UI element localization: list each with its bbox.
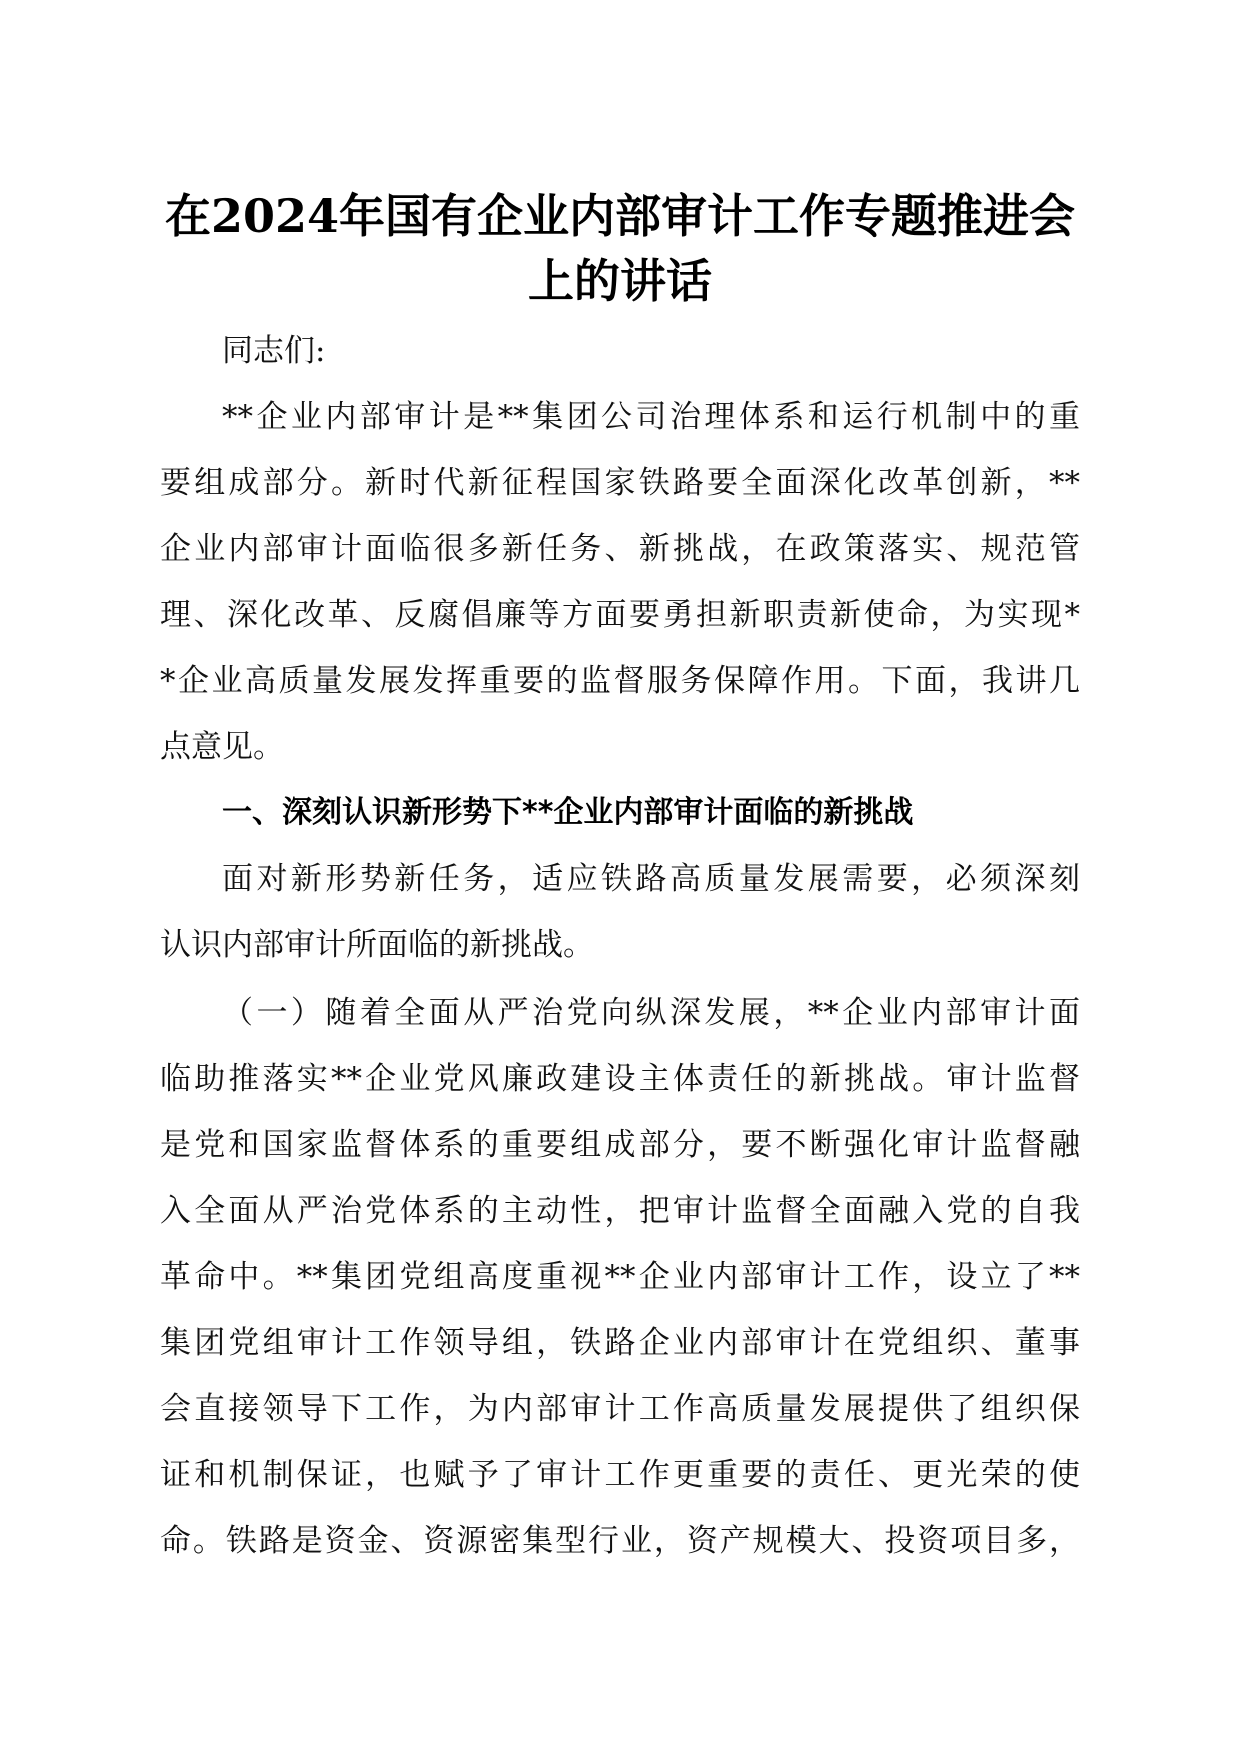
paragraph-1-line-4: 理、深化改革、反腐倡廉等方面要勇担新职责新使命，为实现* (160, 597, 1080, 633)
section-1-heading: 一、深刻认识新形势下**企业内部审计面临的新挑战 (222, 795, 914, 830)
paragraph-3-line-3: 是党和国家监督体系的重要组成部分，要不断强化审计监督融 (160, 1127, 1080, 1163)
paragraph-1-line-1: **企业内部审计是**集团公司治理体系和运行机制中的重 (222, 399, 1080, 435)
paragraph-3-line-6: 集团党组审计工作领导组，铁路企业内部审计在党组织、董事 (160, 1325, 1080, 1361)
salutation: 同志们: (222, 333, 326, 369)
paragraph-3-line-8: 证和机制保证，也赋予了审计工作更重要的责任、更光荣的使 (160, 1457, 1080, 1493)
paragraph-2-line-1: 面对新形势新任务，适应铁路高质量发展需要，必须深刻 (222, 861, 1080, 897)
paragraph-1-line-6: 点意见。 (160, 729, 284, 765)
paragraph-2-line-2: 认识内部审计所面临的新挑战。 (160, 927, 594, 963)
document-title-line-2: 上的讲话 (528, 254, 712, 308)
paragraph-3-line-2: 临助推落实**企业党风廉政建设主体责任的新挑战。审计监督 (160, 1061, 1080, 1097)
paragraph-1-line-5: *企业高质量发展发挥重要的监督服务保障作用。下面，我讲几 (160, 663, 1080, 699)
paragraph-1-line-3: 企业内部审计面临很多新任务、新挑战，在政策落实、规范管 (160, 531, 1080, 567)
paragraph-3-line-7: 会直接领导下工作，为内部审计工作高质量发展提供了组织保 (160, 1391, 1080, 1427)
paragraph-1-line-2: 要组成部分。新时代新征程国家铁路要全面深化改革创新，** (160, 465, 1080, 501)
paragraph-3-line-4: 入全面从严治党体系的主动性，把审计监督全面融入党的自我 (160, 1193, 1080, 1229)
document-title-line-1: 在2024年国有企业内部审计工作专题推进会 (164, 189, 1076, 243)
paragraph-3-line-9: 命。铁路是资金、资源密集型行业，资产规模大、投资项目多， (160, 1523, 1080, 1559)
paragraph-3-line-1: （一）随着全面从严治党向纵深发展，**企业内部审计面 (222, 995, 1080, 1031)
paragraph-3-line-5: 革命中。**集团党组高度重视**企业内部审计工作，设立了** (160, 1259, 1080, 1295)
